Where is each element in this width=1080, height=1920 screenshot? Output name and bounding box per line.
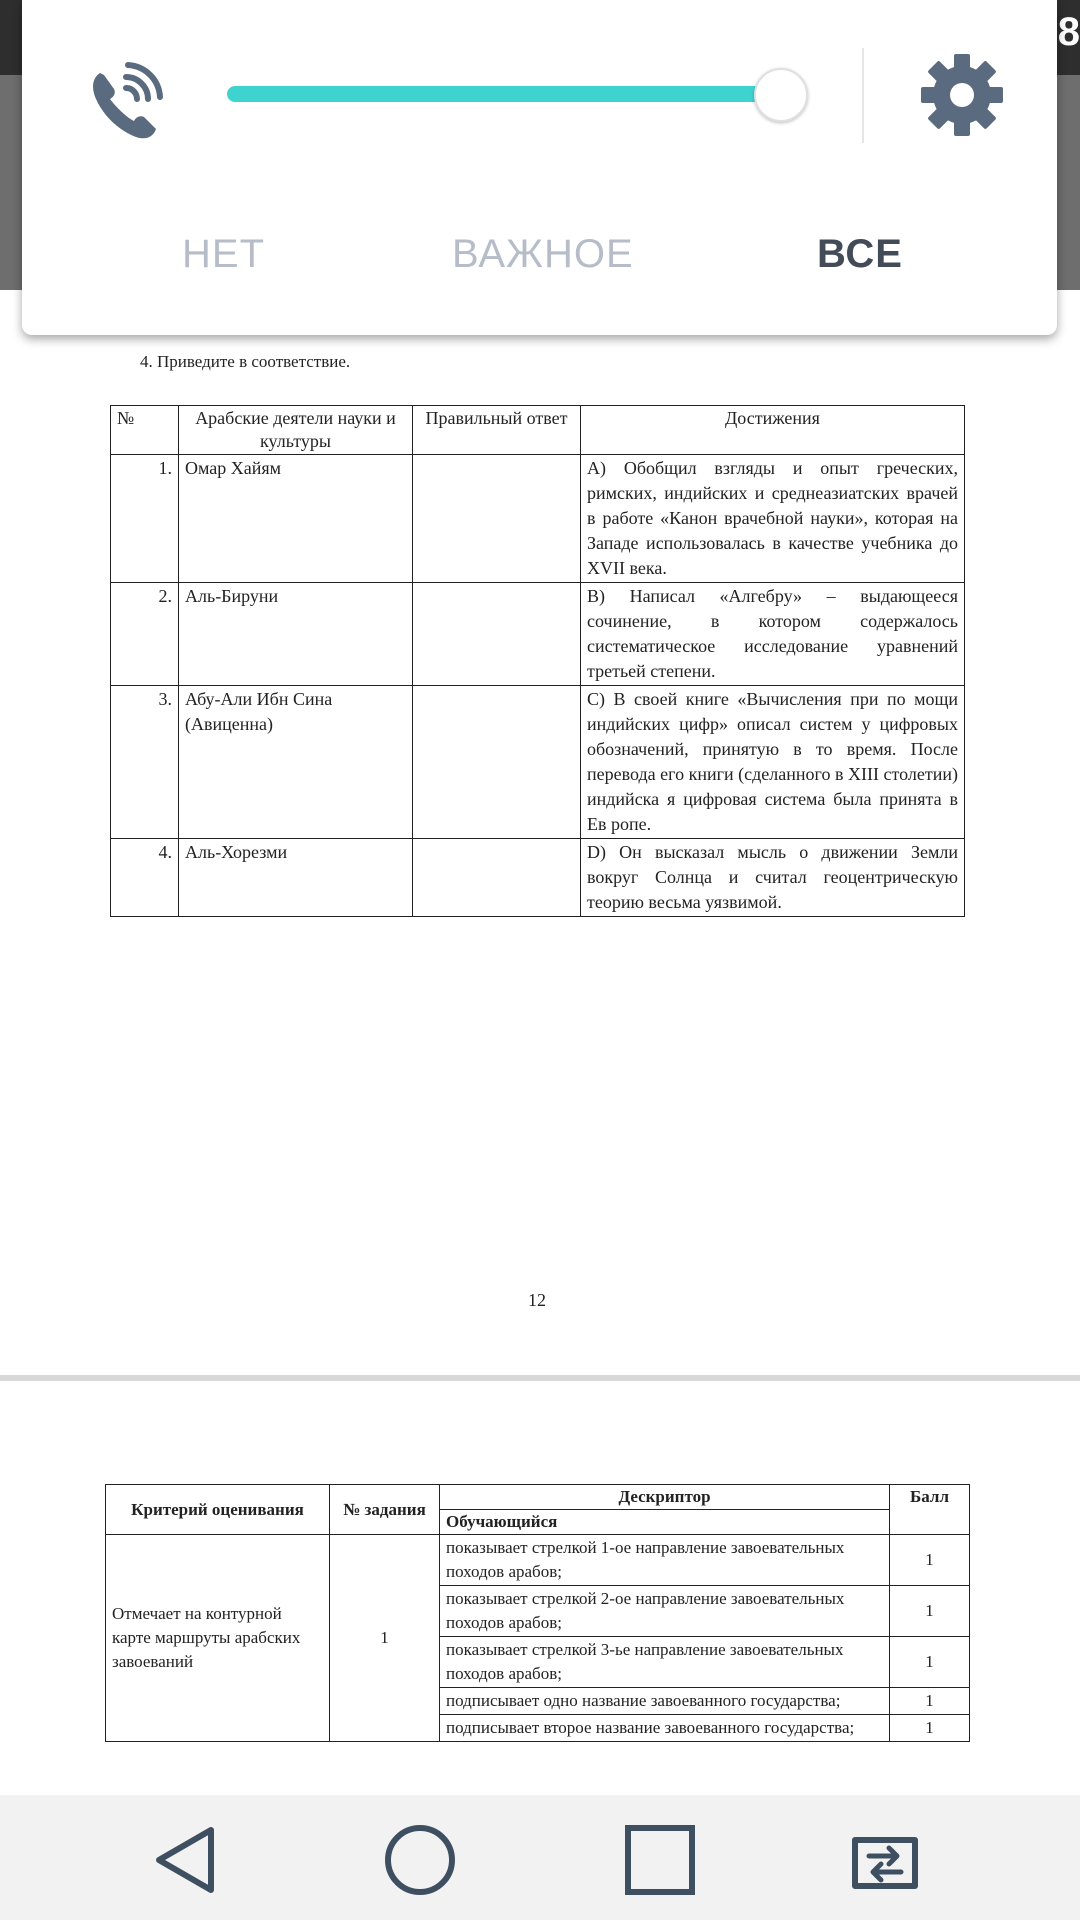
table-header-row	[106, 1485, 970, 1510]
gear-icon[interactable]	[917, 50, 1007, 140]
matching-table	[110, 405, 965, 917]
descriptor-text: показывает стрелкой 1-ое направление завоевательных походов арабов;	[440, 1535, 890, 1586]
assessment-table	[105, 1484, 970, 1742]
header-scientists: Арабские деятели науки и культуры	[179, 406, 413, 455]
table-row	[106, 1535, 970, 1586]
volume-slider-track[interactable]	[227, 86, 779, 102]
descriptor-text: показывает стрелкой 3-ье направление завоевательных походов арабов;	[440, 1637, 890, 1688]
header-answer: Правильный ответ	[413, 406, 581, 455]
volume-slider-thumb[interactable]	[754, 68, 808, 122]
scientist-name: Аль-Хорезми	[179, 839, 413, 917]
table-row	[111, 455, 965, 583]
table-header-row	[111, 406, 965, 455]
tab-all[interactable]: ВСЕ	[817, 232, 903, 276]
screen-switch-icon[interactable]	[845, 1820, 925, 1900]
subheader-student: Обучающийся	[440, 1510, 890, 1535]
achievement-text: D) Он высказал мысль о движении Земли вокруг Солнца и считал геоцентрическую теорию весьма уязвимой.	[581, 839, 965, 917]
navigation-bar	[0, 1795, 1080, 1920]
score-value: 1	[890, 1688, 970, 1715]
answer-cell	[413, 686, 581, 839]
score-value: 1	[890, 1586, 970, 1637]
achievement-text: C) В своей книге «Вычисления при по мощи индийских цифр» описал систем у цифровых обозначений, принятую в то время. После перевода его книги (сделанного в XIII столетии) индийска я цифровая система была принята в Ев ропе.	[581, 686, 965, 839]
table-row	[111, 839, 965, 917]
descriptor-text: показывает стрелкой 2-ое направление завоевательных походов арабов;	[440, 1586, 890, 1637]
criterion-text: Отмечает на контурной карте маршруты арабских завоеваний	[106, 1535, 330, 1742]
answer-cell	[413, 583, 581, 686]
row-number: 3.	[111, 686, 179, 839]
achievement-text: B) Написал «Алгебру» – выдающееся сочинение, в котором содержалось систематическое исследование уравнений третьей степени.	[581, 583, 965, 686]
header-number: №	[111, 406, 179, 455]
tab-none[interactable]: НЕТ	[182, 232, 265, 276]
back-icon[interactable]	[145, 1820, 225, 1900]
scientist-name: Абу-Али Ибн Сина (Авиценна)	[179, 686, 413, 839]
scientist-name: Аль-Бируни	[179, 583, 413, 686]
achievement-text: A) Обобщил взгляды и опыт греческих, римских, индийских и среднеазиатских врачей в работе «Канон врачебной науки», которая на Западе использовалась в качестве учебника до XVII века.	[581, 455, 965, 583]
recent-apps-icon[interactable]	[620, 1820, 700, 1900]
row-number: 1.	[111, 455, 179, 583]
score-value: 1	[890, 1535, 970, 1586]
home-icon[interactable]	[380, 1820, 460, 1900]
header-descriptor: Дескриптор	[440, 1485, 890, 1510]
row-number: 4.	[111, 839, 179, 917]
header-task-number: № задания	[330, 1485, 440, 1535]
tab-important[interactable]: ВАЖНОЕ	[452, 232, 634, 276]
row-number: 2.	[111, 583, 179, 686]
status-edge-glyph: 8	[1057, 10, 1080, 54]
sound-panel	[22, 0, 1057, 335]
answer-cell	[413, 455, 581, 583]
phone-ring-icon[interactable]	[82, 55, 172, 145]
page-number: 12	[528, 1290, 546, 1310]
descriptor-text: подписывает второе название завоеванного государства;	[440, 1715, 890, 1742]
score-value: 1	[890, 1637, 970, 1688]
question-title: 4. Приведите в соответствие.	[140, 352, 351, 371]
header-achievements: Достижения	[581, 406, 965, 455]
score-value: 1	[890, 1715, 970, 1742]
scientist-name: Омар Хайям	[179, 455, 413, 583]
header-criterion: Критерий оценивания	[106, 1485, 330, 1535]
header-score: Балл	[890, 1485, 970, 1535]
table-row	[111, 583, 965, 686]
panel-divider	[862, 48, 864, 143]
table-row	[111, 686, 965, 839]
answer-cell	[413, 839, 581, 917]
task-number: 1	[330, 1535, 440, 1742]
descriptor-text: подписывает одно название завоеванного государства;	[440, 1688, 890, 1715]
